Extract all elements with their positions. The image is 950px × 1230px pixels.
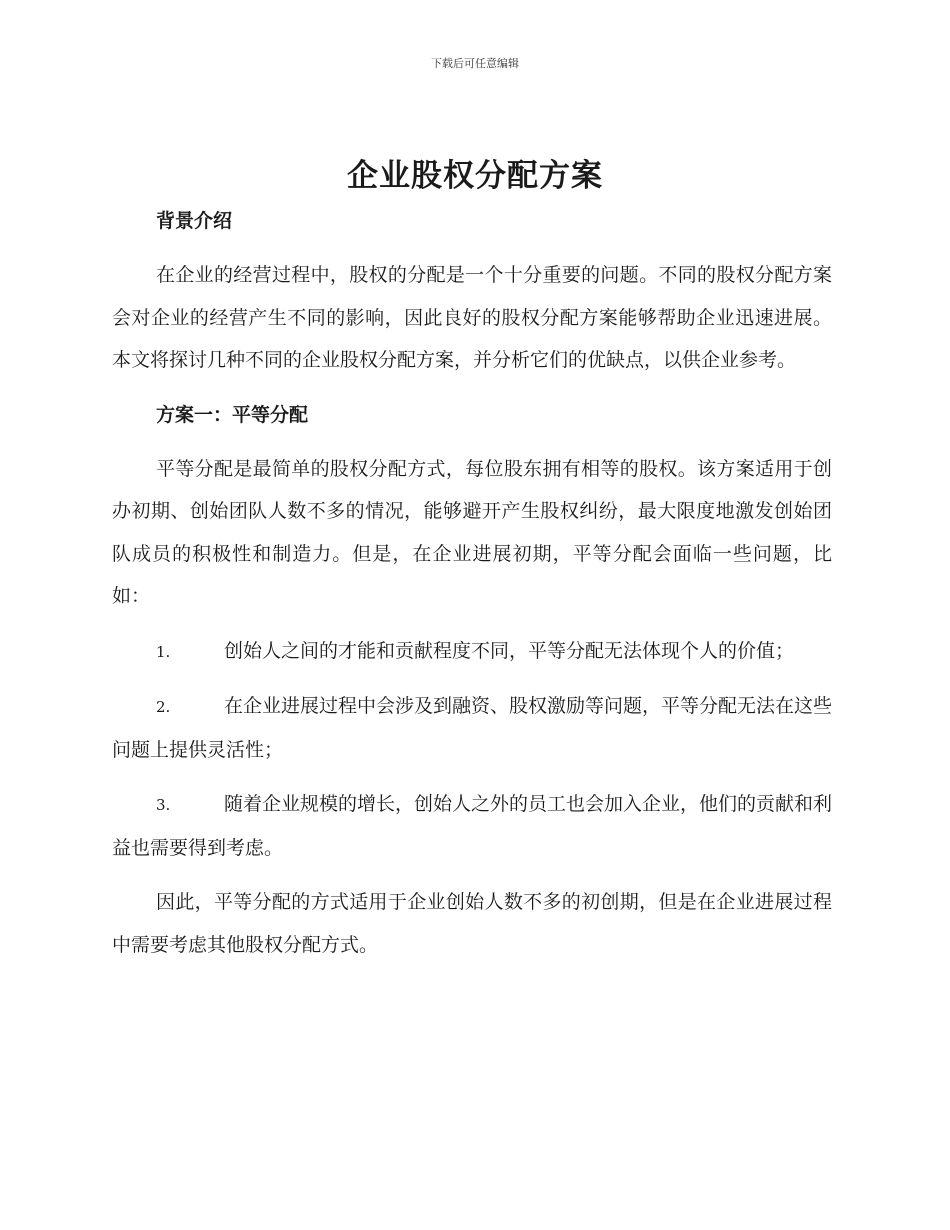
- list-item-number: 3.: [156, 796, 171, 814]
- plan1-conclusion: 因此，平等分配的方式适用于企业创始人数不多的初创期，但是在企业进展过程中需要考虑其他股权分配方式。: [112, 891, 832, 956]
- list-item-text: 随着企业规模的增长，创始人之外的员工也会加入企业，他们的贡献和利益也需要得到考虑。: [112, 793, 833, 859]
- section-heading-plan1: 方案一：平等分配: [156, 403, 309, 426]
- list-item: [112, 685, 832, 771]
- header-note: 下载后可任意编辑: [431, 57, 519, 70]
- document-title: 企业股权分配方案: [347, 158, 603, 194]
- list-item: [112, 783, 832, 869]
- list-item: [112, 630, 832, 674]
- document-body: [112, 200, 832, 966]
- list-item-number: 2.: [156, 698, 171, 716]
- list-item-text: 在企业进展过程中会涉及到融资、股权激励等问题，平等分配无法在这些问题上提供灵活性；: [112, 695, 833, 761]
- list-item-text: 创始人之间的才能和贡献程度不同，平等分配无法体现个人的价值；: [224, 639, 795, 662]
- plan1-paragraph: 平等分配是最简单的股权分配方式，每位股东拥有相等的股权。该方案适用于创办初期、创始团队人数不多的情况，能够避开产生股权纠纷，最大限度地激发创始团队成员的积极性和制造力。但是，在企业进展初期，平等分配会面临一些问题，比如：: [112, 457, 832, 607]
- background-paragraph: 在企业的经营过程中，股权的分配是一个十分重要的问题。不同的股权分配方案会对企业的经营产生不同的影响，因此良好的股权分配方案能够帮助企业迅速进展。本文将探讨几种不同的企业股权分配方案，并分析它们的优缺点，以供企业参考。: [112, 264, 832, 371]
- section-heading-background: 背景介绍: [156, 210, 233, 232]
- list-item-number: 1.: [156, 642, 171, 661]
